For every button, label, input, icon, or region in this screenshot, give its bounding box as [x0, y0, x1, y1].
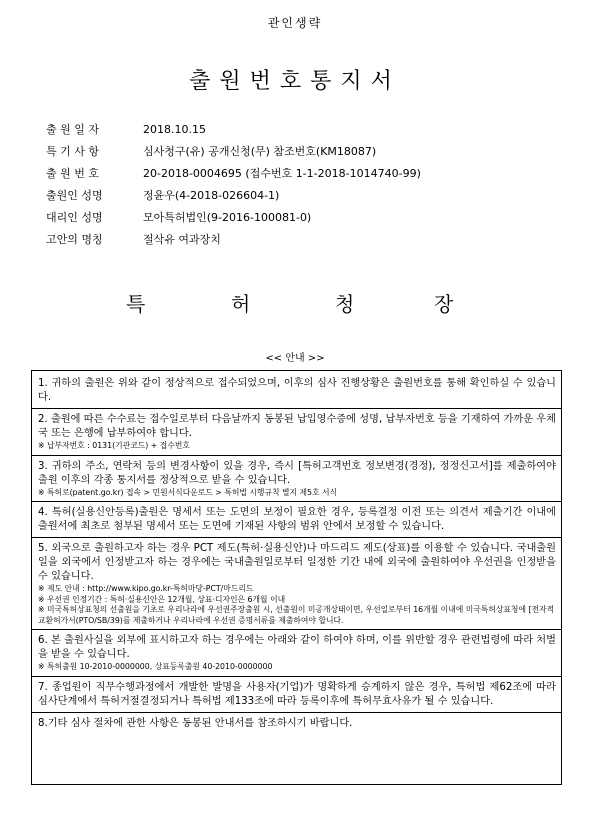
authority-char: 허 — [231, 292, 251, 316]
info-value: 모아특허법인(9-2016-100081-0) — [143, 211, 312, 224]
info-label: 출 원 일 자 — [46, 123, 99, 136]
info-value: 정윤우(4-2018-026604-1) — [143, 189, 280, 202]
info-label: 특 기 사 항 — [46, 145, 99, 158]
guide-note: ※ 특허출원 10-2010-0000000, 상표등록출원 40-2010-0000000 — [38, 662, 273, 671]
guide-item: 8.기타 심사 절차에 관한 사항은 동봉된 안내서를 참조하시기 바랍니다. — [38, 717, 353, 729]
guide-item: 4. 특허(실용신안등록)출원은 명세서 또는 도면의 보정이 필요한 경우, 등록결정 이전 또는 의견서 제출기간 이내에 출원서에 최초로 첨부된 명세서 또는 도면에 기재된 사항의 범위 안에서 보정할 수 있습니다. — [38, 507, 556, 532]
info-row-special-notes — [46, 144, 376, 160]
guide-item: 3. 귀하의 주소, 연락처 등의 변경사항이 있을 경우, 즉시 [특허고객번호 정보변경(경정), 정정신고서]를 제출하여야 출원 이후의 각종 통지서를 정상적으로 받을 수 있습니다. — [38, 460, 556, 486]
seal-omitted-note: 관인생략 — [267, 16, 323, 30]
info-row-invention-title — [46, 232, 221, 248]
guide-item: 2. 출원에 따른 수수료는 접수일로부터 다음날까지 동봉된 납입영수증에 성명, 납부자번호 등을 기재하여 가까운 우체국 또는 은행에 납부하여야 합니다. — [38, 414, 556, 439]
info-label: 출 원 번 호 — [46, 167, 99, 180]
info-label: 대리인 성명 — [46, 211, 103, 224]
document-title: 출원번호통지서 — [189, 69, 401, 94]
info-row-filing-date — [46, 122, 206, 138]
authority-char: 청 — [335, 292, 355, 316]
info-row-agent — [46, 210, 311, 226]
info-value: 2018.10.15 — [143, 123, 206, 136]
info-value: 20-2018-0004695 (접수번호 1-1-2018-1014740-99) — [143, 167, 421, 180]
guide-item: 7. 종업원이 직무수행과정에서 개발한 발명을 사용자(기업)가 명확하게 승계하지 않은 경우, 특허법 제62조에 따라 심사단계에서 특허거절결정되거나 특허법 제133조에 따라 등록이후에 특허무효사유가 될 수 있습니다. — [38, 681, 556, 707]
guide-note: ※ 제도 안내 : http://www.kipo.go.kr-특허마당-PCT/마드리드 — [38, 584, 254, 593]
info-row-application-number — [46, 166, 421, 182]
guide-note: ※ 특허로(patent.go.kr) 접속 > 민원서식다운로드 > 특허법 시행규칙 별지 제5호 서식 — [38, 487, 338, 497]
info-value: 심사청구(유) 공개신청(무) 참조번호(KM18087) — [143, 145, 377, 158]
info-label: 고안의 명칭 — [46, 233, 103, 246]
guide-item: 1. 귀하의 출원은 위와 같이 정상적으로 접수되었으며, 이후의 심사 진행상황은 출원번호를 통해 확인하실 수 있습니다. — [38, 378, 556, 403]
info-label: 출원인 성명 — [46, 189, 103, 202]
info-row-applicant — [46, 188, 279, 204]
authority-char: 특 — [126, 292, 146, 316]
guide-title: << 안내 >> — [265, 353, 325, 364]
authority-char: 장 — [434, 292, 454, 316]
guide-item: 5. 외국으로 출원하고자 하는 경우 PCT 제도(특허·실용신안)나 마드리드 제도(상표)를 이용할 수 있습니다. 국내출원일을 외국에서 인정받고자 하는 경우에는 국내출원일로부터 일정한 기간 내에 외국에 출원하여야 우선권을 인정받을 수 있습니다. — [38, 543, 556, 582]
guide-note: ※ 우선권 인정기간 : 특허·실용신안은 12개월, 상표·디자인은 6개월 이내 — [38, 594, 286, 604]
guide-note: ※ 미국특허상표청의 선출원을 기초로 우리나라에 우선권주장출원 시, 선출원이 미공개상태이면, 우선일로부터 16개월 이내에 미국특허상표청에 [전자적교환허가서(PTO/SB/39)를 제출하거나 우리나라에 우선권 증명서류를 제출하여야 합니다. — [38, 605, 555, 625]
guide-note: ※ 납부자번호 : 0131(기관코드) + 접수번호 — [38, 441, 190, 450]
info-value: 절삭유 여과장치 — [143, 233, 221, 246]
guide-item: 6. 본 출원사실을 외부에 표시하고자 하는 경우에는 아래와 같이 하여야 하며, 이를 위반할 경우 관련법령에 따라 처벌을 받을 수 있습니다. — [38, 635, 556, 660]
guide-box — [31, 370, 562, 785]
